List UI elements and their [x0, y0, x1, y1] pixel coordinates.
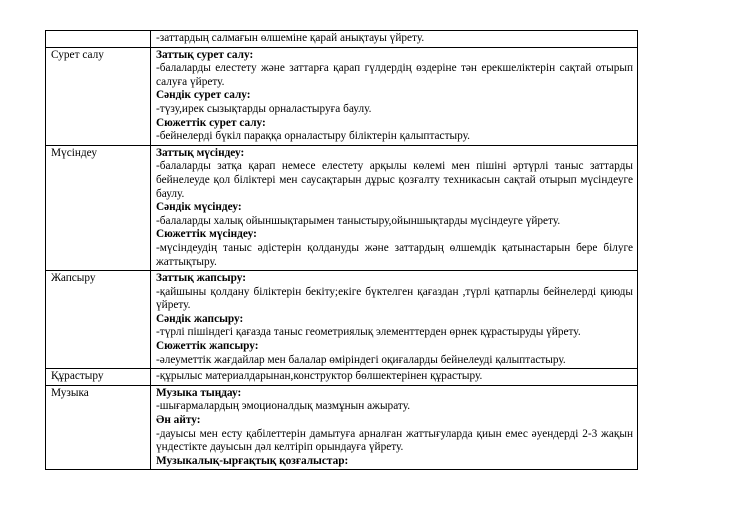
content-cell: [151, 47, 638, 145]
content-line: -балаларды елестету және заттарға қарап гүлдердің өздеріне тән ерекшеліктерін сақтай отырып салуға үйрету.: [156, 62, 633, 88]
subject-cell: Құрастыру: [46, 369, 151, 386]
content-cell: [151, 271, 638, 369]
subject-cell: Сурет салу: [46, 47, 151, 145]
content-cell: [151, 385, 638, 470]
content-line: -қайшыны қолдану біліктерін бекіту;екіге бүктелген қағаздан ,түрлі қатпарлы бейнелерді қиюды үйрету.: [156, 285, 633, 312]
subject-cell: Мүсіндеу: [46, 145, 151, 270]
table-body: [46, 31, 638, 470]
content-line: -заттардың салмағын өлшеміне қарай анықтауы үйрету.: [156, 32, 425, 44]
section-heading: Музыкалық-ырғақтық қозғалыстар:: [156, 454, 349, 467]
section-heading: Ән айту:: [156, 414, 201, 427]
section-heading: Заттық мүсіндеу:: [156, 146, 245, 159]
subject-cell: Музыка: [46, 385, 151, 470]
table-row: [46, 145, 638, 270]
content-line: -дауысы мен есту қабілеттерін дамытуға арналған жаттығуларда қиын емес әуендерді 2-3 жақын үндестікте дауысын дәл келтіріп орындауға үйрету.: [156, 427, 633, 454]
subject-cell: Жапсыру: [46, 271, 151, 369]
content-line: -мүсіндеудің таныс әдістерін қолдануды және заттардың өлшемдік қатынастарын бере білуге жаттықтыру.: [156, 241, 633, 268]
content-line: -шығармалардың эмоционалдық мазмұнын ажырату.: [156, 400, 411, 413]
table-row: [46, 271, 638, 369]
section-heading: Сюжеттік сурет салу:: [156, 116, 266, 129]
section-heading: Музыка тыңдау:: [156, 386, 242, 399]
content-line: -балаларды затқа қарап немесе елестету арқылы көлемі мен пішіні әртүрлі таныс заттарды бейнелеуде қол біліктері мен саусақтарын дұрыс қозғалту техникасын сақтай отырып мүсіндеуге баулу.: [156, 160, 633, 200]
content-line: -бейнелерді бүкіл параққа орналастыру біліктерін қалыптастыру.: [156, 130, 470, 143]
table-row: [46, 369, 638, 386]
section-heading: Сәндік мүсіндеу:: [156, 201, 242, 214]
subject-cell: [46, 31, 151, 48]
section-heading: Заттық жапсыру:: [156, 272, 246, 285]
content-cell: [151, 31, 638, 48]
section-heading: Заттық сурет салу:: [156, 48, 254, 61]
table-row: [46, 47, 638, 145]
section-heading: Сәндік жапсыру:: [156, 312, 244, 325]
section-heading: Сюжеттік мүсіндеу:: [156, 228, 257, 241]
content-cell: [151, 369, 638, 386]
content-line: -түзу,ирек сызықтарды орналастыруға баулу.: [156, 102, 372, 115]
curriculum-table: [45, 30, 638, 470]
table-row: [46, 385, 638, 470]
section-heading: Сәндік сурет салу:: [156, 89, 251, 102]
section-heading: Сюжеттік жапсыру:: [156, 340, 259, 353]
content-line: -құрылыс материалдарынан,конструктор бөлшектерінен құрастыру.: [156, 370, 483, 383]
content-line: -балаларды халық ойыншықтарымен таныстыру,ойыншықтарды мүсіндеуге үйрету.: [156, 214, 561, 227]
table-row: [46, 31, 638, 48]
content-cell: [151, 145, 638, 270]
content-line: -түрлі пішіндегі қағазда таныс геометриялық элементтерден өрнек құрастыруды үйрету.: [156, 326, 581, 339]
content-line: -әлеуметтік жағдайлар мен балалар өміріндегі оқиғаларды бейнелеуді қалыптастыру.: [156, 353, 566, 366]
